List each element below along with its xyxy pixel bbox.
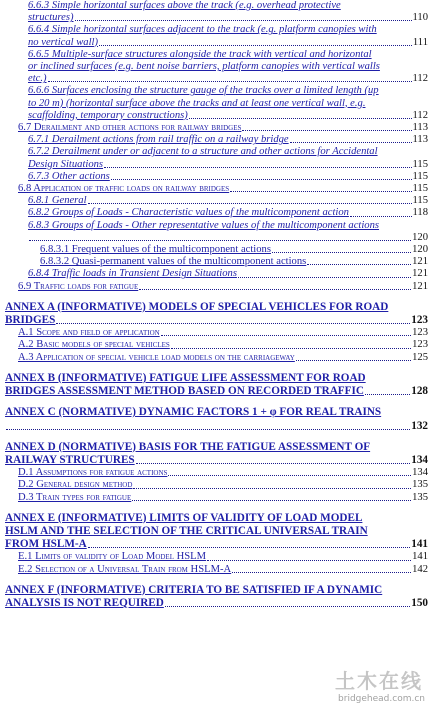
page-number: 113 bbox=[412, 122, 428, 134]
toc-entry-text[interactable]: 6.6.5 Multiple-surface structures alongside the track with vertical and horizontal bbox=[28, 48, 372, 60]
dot-leader bbox=[168, 475, 411, 476]
watermark-logo: 土木在线 bbox=[335, 669, 423, 693]
watermark-url: bridgehead.com.cn bbox=[338, 694, 425, 704]
annex-heading[interactable] bbox=[5, 301, 437, 327]
dot-leader bbox=[290, 142, 412, 143]
toc-entry[interactable] bbox=[28, 24, 437, 48]
annex-heading[interactable] bbox=[5, 512, 437, 552]
page-number: 128 bbox=[411, 385, 428, 398]
dot-leader bbox=[365, 394, 410, 395]
toc-entry-text[interactable]: structures) bbox=[28, 12, 74, 24]
spacer bbox=[0, 576, 437, 584]
dot-leader bbox=[88, 547, 410, 548]
page-number: 121 bbox=[412, 256, 428, 268]
page-number: 120 bbox=[412, 231, 428, 243]
spacer bbox=[0, 433, 437, 441]
toc-entry-text[interactable]: A.1 Scope and field of application bbox=[18, 327, 160, 339]
toc-entry-text[interactable]: 6.7 Derailment and other actions for railway bridges bbox=[18, 122, 242, 134]
toc-entry[interactable] bbox=[28, 207, 437, 219]
dot-leader bbox=[207, 560, 411, 561]
annex-heading[interactable] bbox=[5, 584, 437, 610]
toc-entry-text[interactable]: D.3 Train types for fatigue bbox=[18, 491, 132, 503]
page-number: 111 bbox=[412, 36, 428, 48]
annex-subentry[interactable] bbox=[18, 327, 437, 339]
page-number: 123 bbox=[412, 327, 428, 339]
page-number: 150 bbox=[411, 596, 428, 609]
toc-entry-text[interactable]: or inclined surfaces (e.g. bent noise barriers, platform canopies with vertical walls bbox=[28, 61, 380, 73]
toc-entry-text[interactable]: 6.8.3.2 Quasi-permanent values of the multicomponent actions bbox=[40, 256, 307, 268]
toc-entry[interactable] bbox=[28, 85, 437, 122]
annex-heading[interactable] bbox=[5, 372, 437, 398]
toc-entry-text[interactable]: 6.6.3 Simple horizontal surfaces above the track (e.g. overhead protective bbox=[28, 0, 341, 11]
spacer bbox=[0, 364, 437, 372]
page-number: 123 bbox=[412, 339, 428, 351]
toc-entry-text[interactable]: 6.8.1 General bbox=[28, 195, 87, 207]
annex-subentry[interactable] bbox=[18, 551, 437, 563]
dot-leader bbox=[111, 179, 412, 180]
dot-leader bbox=[104, 167, 411, 168]
annex-subentry[interactable] bbox=[18, 352, 437, 364]
dot-leader bbox=[171, 348, 411, 349]
toc-entry-text[interactable]: ANNEX C (NORMATIVE) DYNAMIC FACTORS 1 + φ FOR REAL TRAINS bbox=[5, 406, 382, 419]
dot-leader bbox=[48, 81, 412, 82]
spacer bbox=[0, 504, 437, 512]
toc-entry-text[interactable]: ANNEX D (NORMATIVE) BASIS FOR THE FATIGUE ASSESSMENT OF bbox=[5, 440, 371, 453]
toc-entry-text[interactable]: A.3 Application of special vehicle load models on the carriageway bbox=[18, 351, 295, 363]
toc-entry[interactable] bbox=[28, 268, 437, 280]
toc-entry[interactable] bbox=[18, 122, 437, 134]
dot-leader bbox=[75, 20, 412, 21]
dot-leader bbox=[238, 277, 411, 278]
page-number: 115 bbox=[412, 170, 428, 182]
toc-entry[interactable] bbox=[28, 49, 437, 86]
page-number: 110 bbox=[412, 12, 428, 24]
dot-leader bbox=[350, 216, 412, 217]
toc-entry-text[interactable]: to 20 m) (horizontal surface above the tracks and at least one vertical wall, e.g. bbox=[28, 97, 366, 109]
toc-entry[interactable] bbox=[18, 183, 437, 195]
toc-entry-text[interactable]: ANNEX B (INFORMATIVE) FATIGUE LIFE ASSESSMENT FOR ROAD bbox=[5, 371, 366, 384]
annex-subentry[interactable] bbox=[18, 339, 437, 351]
toc-entry[interactable] bbox=[28, 0, 437, 24]
annex-subentry[interactable] bbox=[18, 564, 437, 576]
page-number: 125 bbox=[412, 351, 428, 363]
dot-leader bbox=[232, 572, 411, 573]
spacer bbox=[0, 293, 437, 301]
page-number: 120 bbox=[412, 244, 428, 256]
page-number: 141 bbox=[412, 551, 428, 563]
page-number: 141 bbox=[411, 538, 428, 551]
toc-entry-text[interactable]: BRIDGES bbox=[5, 314, 56, 327]
toc-entry-text[interactable]: ANNEX E (INFORMATIVE) LIMITS OF VALIDITY OF LOAD MODEL bbox=[5, 511, 363, 524]
toc-entry-text[interactable]: ANNEX A (INFORMATIVE) MODELS OF SPECIAL VEHICLES FOR ROAD bbox=[5, 300, 389, 313]
dot-leader bbox=[272, 252, 411, 253]
spacer bbox=[0, 398, 437, 406]
toc-entry-text[interactable]: 6.8.3 Groups of Loads - Other representative values of the multicomponent actions bbox=[28, 219, 380, 231]
toc-entry-text[interactable]: FROM HSLM-A bbox=[5, 538, 87, 551]
page-number: 118 bbox=[412, 207, 428, 219]
toc-entry-text[interactable]: ANNEX F (INFORMATIVE) CRITERIA TO BE SATISFIED IF A DYNAMIC bbox=[5, 583, 383, 596]
toc-entry-text[interactable]: D.2 General design method bbox=[18, 479, 133, 491]
page-number: 134 bbox=[412, 467, 428, 479]
dot-leader bbox=[165, 606, 410, 607]
annex-heading[interactable] bbox=[5, 406, 437, 432]
toc-entry[interactable] bbox=[28, 134, 437, 146]
toc-entry-text[interactable]: no vertical wall) bbox=[28, 36, 99, 48]
dot-leader bbox=[296, 360, 411, 361]
toc-entry[interactable] bbox=[28, 146, 437, 170]
annex-subentry[interactable] bbox=[18, 479, 437, 491]
page-number: 113 bbox=[412, 134, 428, 146]
toc-entry-text[interactable]: BRIDGES ASSESSMENT METHOD BASED ON RECORDED TRAFFIC bbox=[5, 385, 364, 398]
dot-leader bbox=[56, 323, 410, 324]
toc-entry-text[interactable]: HSLM AND THE SELECTION OF THE CRITICAL UNIVERSAL TRAIN bbox=[5, 524, 368, 537]
dot-leader bbox=[189, 118, 412, 119]
dot-leader bbox=[6, 429, 410, 430]
annex-subentry[interactable] bbox=[18, 492, 437, 504]
annex-heading[interactable] bbox=[5, 441, 437, 467]
dot-leader bbox=[307, 264, 411, 265]
page-number: 132 bbox=[411, 419, 428, 432]
page-number: 121 bbox=[412, 268, 428, 280]
page-number: 134 bbox=[411, 453, 428, 466]
dot-leader bbox=[136, 463, 411, 464]
dot-leader bbox=[132, 500, 411, 501]
page-number: 115 bbox=[412, 195, 428, 207]
toc-entry-text[interactable]: ANALYSIS IS NOT REQUIRED bbox=[5, 596, 164, 609]
page-number: 123 bbox=[411, 314, 428, 327]
toc-entry-text[interactable]: 6.9 Traffic loads for fatigue bbox=[18, 280, 139, 292]
toc-entry-text[interactable]: 6.8.4 Traffic loads in Transient Design Situations bbox=[28, 268, 237, 280]
toc-entry-text[interactable]: RAILWAY STRUCTURES bbox=[5, 453, 135, 466]
page-number: 135 bbox=[412, 479, 428, 491]
toc-entry-text[interactable]: scaffolding, temporary constructions) bbox=[28, 109, 188, 121]
toc-entry-text[interactable]: 6.7.3 Other actions bbox=[28, 170, 110, 182]
toc-entry-text[interactable]: E.1 Limits of validity of Load Model HSLM bbox=[18, 551, 207, 563]
toc-entry[interactable] bbox=[40, 256, 437, 268]
page-number: 112 bbox=[412, 109, 428, 121]
page-number: 135 bbox=[412, 491, 428, 503]
toc-entry[interactable] bbox=[28, 171, 437, 183]
toc-entry-text[interactable]: 6.7.1 Derailment actions from rail traffic on a railway bridge bbox=[28, 134, 289, 146]
dot-leader bbox=[29, 240, 411, 241]
page-number: 115 bbox=[412, 158, 428, 170]
toc-entry[interactable] bbox=[40, 244, 437, 256]
dot-leader bbox=[88, 203, 412, 204]
dot-leader bbox=[133, 488, 411, 489]
dot-leader bbox=[99, 45, 412, 46]
annex-subentry[interactable] bbox=[18, 467, 437, 479]
toc-entry-text[interactable]: D.1 Assumptions for fatigue actions bbox=[18, 467, 168, 479]
toc-entry-text[interactable]: 6.7.2 Derailment under or adjacent to a structure and other actions for Accidental bbox=[28, 146, 378, 158]
toc-entry-text[interactable]: A.2 Basic models of special vehicles bbox=[18, 339, 170, 351]
toc-entry-text[interactable]: 6.6.4 Simple horizontal surfaces adjacent to the track (e.g. platform canopies with bbox=[28, 24, 377, 36]
toc-entry[interactable] bbox=[28, 195, 437, 207]
page-number: 112 bbox=[412, 73, 428, 85]
dot-leader bbox=[139, 289, 411, 290]
toc-entry-text[interactable]: 6.6.6 Surfaces enclosing the structure gauge of the tracks over a limited length (up bbox=[28, 85, 379, 97]
toc-entry[interactable] bbox=[18, 281, 437, 293]
toc-entry-text[interactable]: 6.8 Application of traffic loads on railway bridges bbox=[18, 183, 230, 195]
toc-entry-text[interactable]: etc.) bbox=[28, 73, 47, 85]
toc-entry-text[interactable]: E.2 Selection of a Universal Train from HSLM-A bbox=[18, 563, 232, 575]
toc-entry-text[interactable]: 6.8.2 Groups of Loads - Characteristic values of the multicomponent action bbox=[28, 207, 349, 219]
dot-leader bbox=[242, 130, 411, 131]
toc-entry-text[interactable]: 6.8.3.1 Frequent values of the multicomponent actions bbox=[40, 244, 271, 256]
toc-entry[interactable] bbox=[28, 220, 437, 244]
page-number: 142 bbox=[412, 563, 428, 575]
dot-leader bbox=[230, 191, 411, 192]
page-number: 115 bbox=[412, 183, 428, 195]
dot-leader bbox=[161, 335, 411, 336]
toc-entry-text[interactable]: Design Situations bbox=[28, 158, 104, 170]
page-number: 121 bbox=[412, 280, 428, 292]
